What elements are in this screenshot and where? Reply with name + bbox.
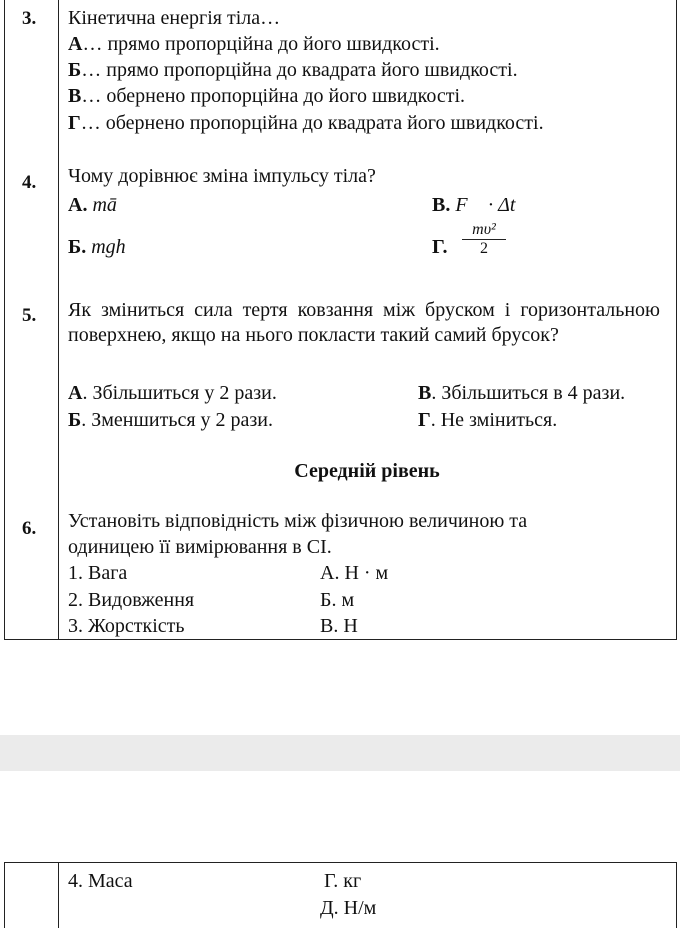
table-bottom-border (4, 639, 677, 640)
question-3-option-v: В… обернено пропорційна до його швидкості. (68, 85, 466, 107)
question-6-right-item-a: А. Н · м (320, 562, 389, 584)
question-4-option-a: А. mā (68, 194, 117, 216)
question-6-right-item-d: Д. Н/м (320, 897, 377, 919)
page-break-gap (0, 735, 680, 771)
question-4-option-g-fraction (462, 221, 506, 258)
worksheet-page-2 (0, 862, 680, 928)
question-3-option-b: Б… прямо пропорційна до квадрата його швидкості. (68, 59, 518, 81)
table-right-border (676, 862, 677, 928)
question-6-left-item-1: 1. Вага (68, 562, 128, 584)
fraction-denominator: 2 (480, 240, 488, 257)
table-right-border (676, 0, 677, 640)
question-6-text-line2: одиницею її вимірювання в СІ. (68, 536, 332, 558)
question-6-right-item-v: В. Н (320, 615, 358, 637)
section-title: Середній рівень (294, 460, 440, 482)
question-6-left-item-2: 2. Видовження (68, 589, 195, 611)
question-3-text: Кінетична енергія тіла… (68, 7, 281, 29)
question-6-right-item-b: Б. м (320, 589, 355, 611)
question-6-number: 6. (22, 518, 37, 539)
question-3-number: 3. (22, 8, 37, 29)
table-top-border (4, 862, 677, 863)
question-6-left-item-3: 3. Жорсткість (68, 615, 185, 637)
question-4-option-v: В. F⃗ · Δt (432, 194, 516, 216)
question-3-option-g: Г… обернено пропорційна до квадрата його швидкості. (68, 112, 544, 134)
question-4-option-b: Б. mgh (68, 236, 126, 258)
table-left-border (4, 862, 5, 928)
question-5-option-v: В. Збільшиться в 4 рази. (418, 382, 626, 404)
question-6-text-line1: Установіть відповідність між фізичною величиною та (68, 510, 528, 532)
fraction-numerator: mυ² (472, 221, 496, 238)
question-5-text: Як зміниться сила тертя ковзання між бруском і горизонтальною поверхнею, якщо на нього покласти такий самий брусок? (68, 299, 660, 346)
question-4-text: Чому дорівнює зміна імпульсу тіла? (68, 165, 376, 187)
question-5-number: 5. (22, 305, 37, 326)
table-column-divider (58, 0, 59, 640)
question-4-number: 4. (22, 172, 37, 193)
question-3-option-a: А… прямо пропорційна до його швидкості. (68, 33, 440, 55)
question-5-option-a: А. Збільшиться у 2 рази. (68, 382, 277, 404)
question-5-option-b: Б. Зменшиться у 2 рази. (68, 409, 274, 431)
question-4-option-g-label: Г. (432, 236, 448, 258)
question-5-option-g: Г. Не зміниться. (418, 409, 558, 431)
question-6-right-item-g: Г. кг (324, 870, 362, 892)
question-6-left-item-4: 4. Маса (68, 870, 133, 892)
table-column-divider (58, 862, 59, 928)
table-left-border (4, 0, 5, 640)
